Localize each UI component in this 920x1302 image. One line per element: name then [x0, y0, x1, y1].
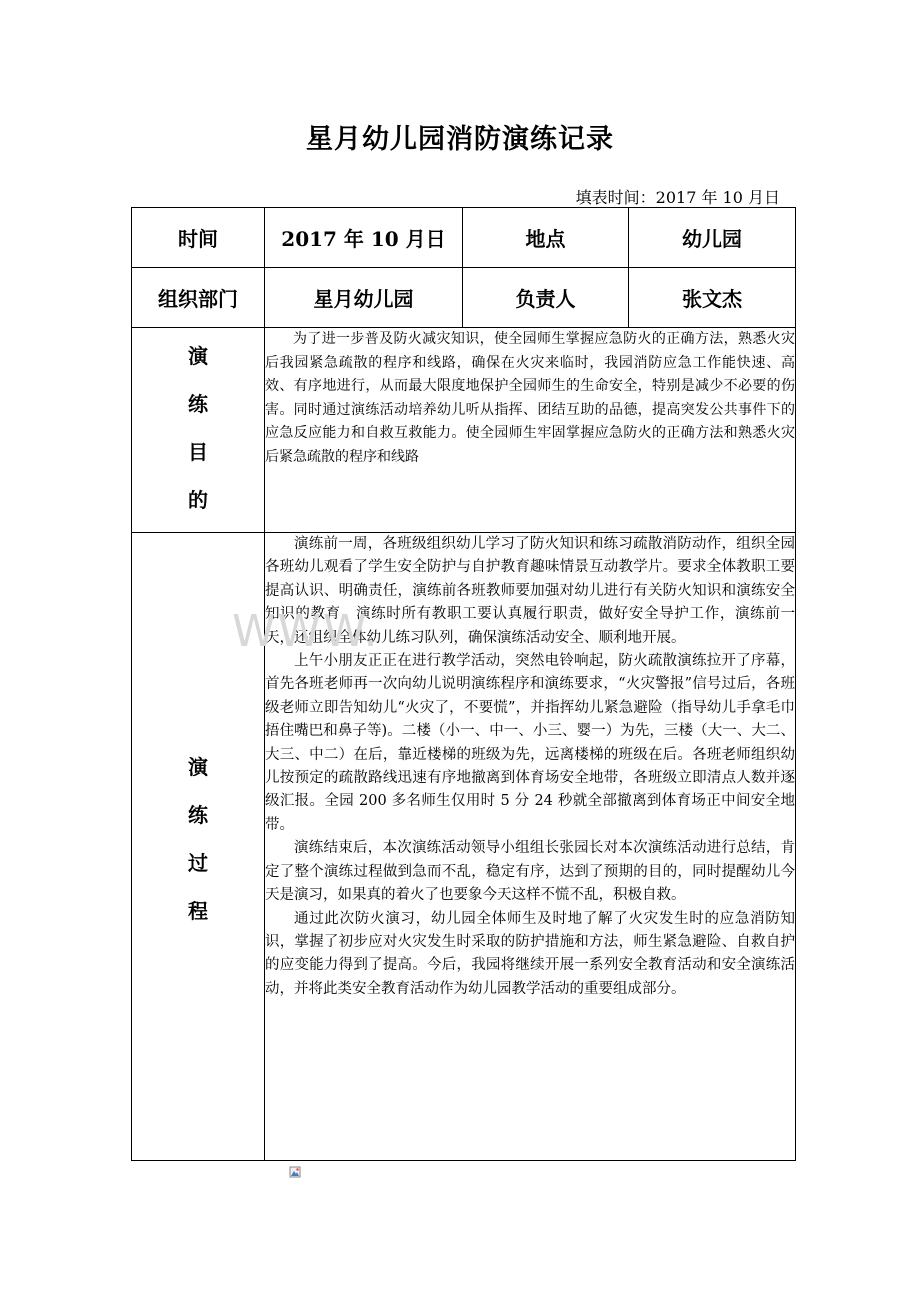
purpose-label: [132, 328, 265, 533]
time-label: 时间: [132, 208, 265, 268]
process-paragraph: 上午小朋友正正在进行教学活动，突然电铃响起，防火疏散演练拉开了序幕，首先各班老师再一次向幼儿说明演练程序和演练要求，“火灾警报”信号过后，各班级老师立即告知幼儿“火灾了，不要慌”，并指挥幼儿紧急避险（指导幼儿手拿毛巾捂住嘴巴和鼻子等)。二楼（小一、中一、小三、婴一）为先，三楼（大一、大二、大三、中二）在后，靠近楼梯的班级为先，远离楼梯的班级在后。各班老师组织幼儿按预定的疏散路线迅速有序地撤离到体育场安全地带，各班级立即清点人数并逐级汇报。全园 200 多名师生仅用时 5 分 24 秒就全部撤离到体育场正中间安全地带。: [265, 653, 795, 833]
leader-value: 张文杰: [629, 268, 796, 328]
row-process: [132, 533, 796, 1161]
process-label-char: 过: [188, 850, 208, 875]
fill-date: 填表时间：2017 年 10 月日: [575, 188, 780, 207]
purpose-label-char: 演: [188, 344, 208, 368]
dept-label: 组织部门: [132, 268, 265, 328]
row-dept: [132, 268, 796, 328]
process-text-cell: [265, 533, 796, 1161]
purpose-label-char: 目: [188, 440, 208, 464]
leader-label: 负责人: [463, 268, 629, 328]
row-purpose: [132, 328, 796, 533]
purpose-label-char: 练: [188, 392, 208, 416]
process-paragraph: 演练前一周，各班级组织幼儿学习了防火知识和练习疏散消防动作，组织全园各班幼儿观看了学生安全防护与自护教育趣味情景互动教学片。要求全体教职工要提高认识、明确责任，演练前各班教师要加强对幼儿进行有关防火知识和演练安全知识的教育，演练时所有教职工要认真履行职责，做好安全导护工作，演练前一天，还组织全体幼儿练习队列，确保演练活动安全、顺利地开展。: [265, 536, 795, 646]
purpose-text-cell: [265, 328, 796, 533]
process-label-char: 练: [188, 802, 208, 827]
process-paragraph: 演练结束后，本次演练活动领导小组组长张园长对本次演练活动进行总结，肯定了整个演练过程做到急而不乱，稳定有序，达到了预期的目的，同时提醒幼儿今天是演习，如果真的着火了也要象今天这样不慌不乱，积极自救。: [265, 840, 795, 904]
place-label: 地点: [463, 208, 629, 268]
dept-value: 星月幼儿园: [265, 268, 463, 328]
purpose-text: 为了进一步普及防火减灾知识，使全园师生掌握应急防火的正确方法，熟悉火灾后我园紧急疏散的程序和线路，确保在火灾来临时，我园消防应急工作能快速、高效、有序地进行，从而最大限度地保护全园师生的生命安全，特别是减少不必要的伤害。同时通过演练活动培养幼儿听从指挥、团结互助的品德，提高突发公共事件下的应急反应能力和自救互救能力。使全园师生牢固掌握应急防火的正确方法和熟悉火灾后紧急疏散的程序和线路: [265, 331, 795, 465]
row-time: [132, 208, 796, 268]
page-title: 星月幼儿园消防演练记录: [306, 124, 614, 155]
process-paragraph: 通过此次防火演习，幼儿园全体师生及时地了解了火灾发生时的应急消防知识，掌握了初步应对火灾发生时采取的防护措施和方法，师生紧急避险、自救自护的应变能力得到了提高。今后，我园将继续开展一系列安全教育活动和安全演练活动，并将此类安全教育活动作为幼儿园教学活动的重要组成部分。: [265, 910, 795, 997]
process-label-char: 程: [188, 898, 208, 923]
place-value: 幼儿园: [629, 208, 796, 268]
time-value: 2017 年 10 月日: [265, 208, 463, 268]
process-label: [132, 533, 265, 1161]
image-placeholder-icon: [289, 1166, 301, 1178]
purpose-label-char: 的: [188, 488, 208, 512]
watermark: WWW.: [232, 606, 380, 657]
record-table: [131, 207, 796, 1161]
process-label-char: 演: [188, 754, 208, 779]
